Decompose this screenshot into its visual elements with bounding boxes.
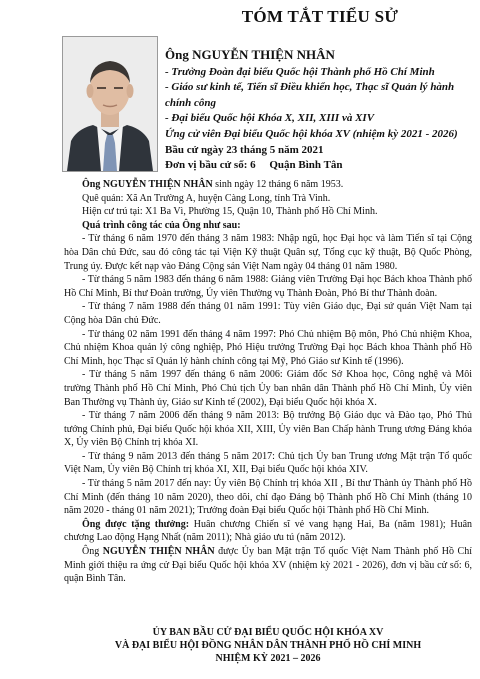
footer-line: ỦY BAN BẦU CỬ ĐẠI BIỂU QUỐC HỘI KHÓA XV xyxy=(152,627,384,638)
intro-paragraph xyxy=(64,178,472,192)
role-line: - Đại biểu Quốc hội Khóa X, XII, XIII và XIV xyxy=(165,112,375,125)
career-item: - Từ tháng 7 năm 2006 đến tháng 9 năm 2013: Bộ trưởng Bộ Giáo dục và Đào tạo, Phó Thủ tướng Chính phủ, Đại biểu Quốc hội khóa XII, XIII, Ủy viên Ban Chấp hành Trung ương Đảng khóa X, Ủy viên Bộ Chính trị khóa XI. xyxy=(64,410,472,449)
awards-paragraph xyxy=(64,518,472,545)
portrait-photo xyxy=(62,36,158,172)
career-item: - Từ tháng 7 năm 1988 đến tháng 01 năm 1991: Tùy viên Giáo dục, Đại sứ quán Việt Nam tại Cộng hòa Dân chủ Đức. xyxy=(64,301,472,326)
nomination-prefix: Ông xyxy=(82,546,103,558)
nomination-text: được Ủy ban Mặt trận Tổ quốc Việt Nam Thành phố Hồ Chí Minh giới thiệu ra ứng cử Đại biểu Quốc hội khóa XV (nhiệm kỳ 2021 - 2026), đơn vị bầu cử số: 6, quận Bình Tân. xyxy=(64,546,472,585)
electoral-unit: Đơn vị bầu cử số: 6 Quận Bình Tân xyxy=(165,159,343,172)
hometown: Quê quán: Xã An Trường A, huyện Càng Long, tỉnh Trà Vinh. xyxy=(82,192,331,204)
awards-text: Huân chương Chiến sĩ vẻ vang hạng Hai, Ba (năm 1981); Huân chương Lao động Hạng Nhất (năm 2011); Nhà giáo ưu tú (năm 2012). xyxy=(64,518,473,544)
residence: Hiện cư trú tại: X1 Ba Vì, Phường 15, Quận 10, Thành phố Hồ Chí Minh. xyxy=(82,206,378,218)
career-item: - Từ tháng 5 năm 1983 đến tháng 6 năm 1988: Giảng viên Trường Đại học Bách khoa Thành phố Hồ Chí Minh, Bí thư Đoàn trường, Ủy viên Thường vụ Thành Đoàn, Phó Bí thư Thành đoàn. xyxy=(64,274,472,299)
footer-line: NHIỆM KỲ 2021 – 2026 xyxy=(215,653,321,664)
birth-date: sinh ngày 12 tháng 6 năm 1953. xyxy=(212,179,344,190)
role-line: - Trưởng Đoàn đại biểu Quốc hội Thành phố Hồ Chí Minh xyxy=(165,65,435,78)
candidate-term: Ứng cử viên Đại biểu Quốc hội khóa XV (nhiệm kỳ 2021 - 2026) xyxy=(165,127,458,140)
election-date: Bầu cử ngày 23 tháng 5 năm 2021 xyxy=(165,143,324,156)
footer-line: VÀ ĐẠI BIỂU HỘI ĐỒNG NHÂN DÂN THÀNH PHỐ HỒ CHÍ MINH xyxy=(114,640,422,651)
awards-label: Ông được tặng thưởng: xyxy=(82,518,190,530)
biography-body xyxy=(64,178,472,586)
candidate-name: Ông NGUYỄN THIỆN NHÂN xyxy=(165,47,335,62)
career-item: - Từ tháng 6 năm 1970 đến tháng 3 năm 1983: Nhập ngũ, học Đại học và làm Tiến sĩ tại Cộng hòa Dân chủ Đức, sau đó công tác tại Viện Kỹ thuật Quân sự, Tổng cục kỹ thuật, Bộ Quốc Phòng, Trung úy. Được kết nạp vào Đảng Cộng sản Việt Nam ngày 04 tháng 01 năm 1980. xyxy=(64,233,472,272)
career-item: - Từ tháng 5 năm 1997 đến tháng 6 năm 2006: Giám đốc Sở Khoa học, Công nghệ và Môi trường Thành phố Hồ Chí Minh, Phó Chủ tịch Ủy ban nhân dân Thành phố Hồ Chí Minh, Ủy viên Ban Thường vụ Thành ủy, Giáo sư Kinh tế (2002), Đại biểu Quốc hội khóa X. xyxy=(64,369,472,408)
career-heading: Quá trình công tác của Ông như sau: xyxy=(82,219,241,231)
career-item: - Từ tháng 9 năm 2013 đến tháng 5 năm 2017: Chủ tịch Ủy ban Trung ương Mặt trận Tổ quốc Việt Nam, Ủy viên Bộ Chính trị khóa XI, XII, Đại biểu Quốc hội khóa XIV. xyxy=(64,450,472,476)
nomination-name: NGUYỄN THIỆN NHÂN xyxy=(102,546,215,558)
candidate-header xyxy=(165,47,475,174)
issuer-footer xyxy=(64,626,472,665)
nomination-paragraph xyxy=(64,545,472,586)
page-title: TÓM TẮT TIỂU SỬ xyxy=(241,7,399,26)
role-line: - Giáo sư kinh tế, Tiến sĩ Điều khiển học, Thạc sĩ Quản lý hành chính công xyxy=(165,81,455,109)
career-item: - Từ tháng 02 năm 1991 đến tháng 4 năm 1997: Phó Chủ nhiệm Bộ môn, Phó Chủ nhiệm Khoa, Chủ nhiệm Khoa quản lý công nghiệp, Phó Hiệu trưởng Trường Đại học Bách khoa Thành phố Hồ Chí Minh, học Thạc sĩ Quản lý hành chính công tại Mỹ, Phó Giáo sư Kinh tế (1996). xyxy=(64,328,472,367)
intro-name: Ông NGUYỄN THIỆN NHÂN xyxy=(82,179,213,190)
career-item: - Từ tháng 5 năm 2017 đến nay: Ủy viên Bộ Chính trị khóa XII , Bí thư Thành ủy Thành phố Hồ Chí Minh (đến tháng 10 năm 2020), theo dõi, chỉ đạo Đảng bộ Thành phố Hồ Chí Minh (tháng 10 năm 2020 - tháng 01 năm 2021); Trưởng đoàn Đại biểu Quốc hội Thành phố Hồ Chí Minh. xyxy=(64,478,472,517)
